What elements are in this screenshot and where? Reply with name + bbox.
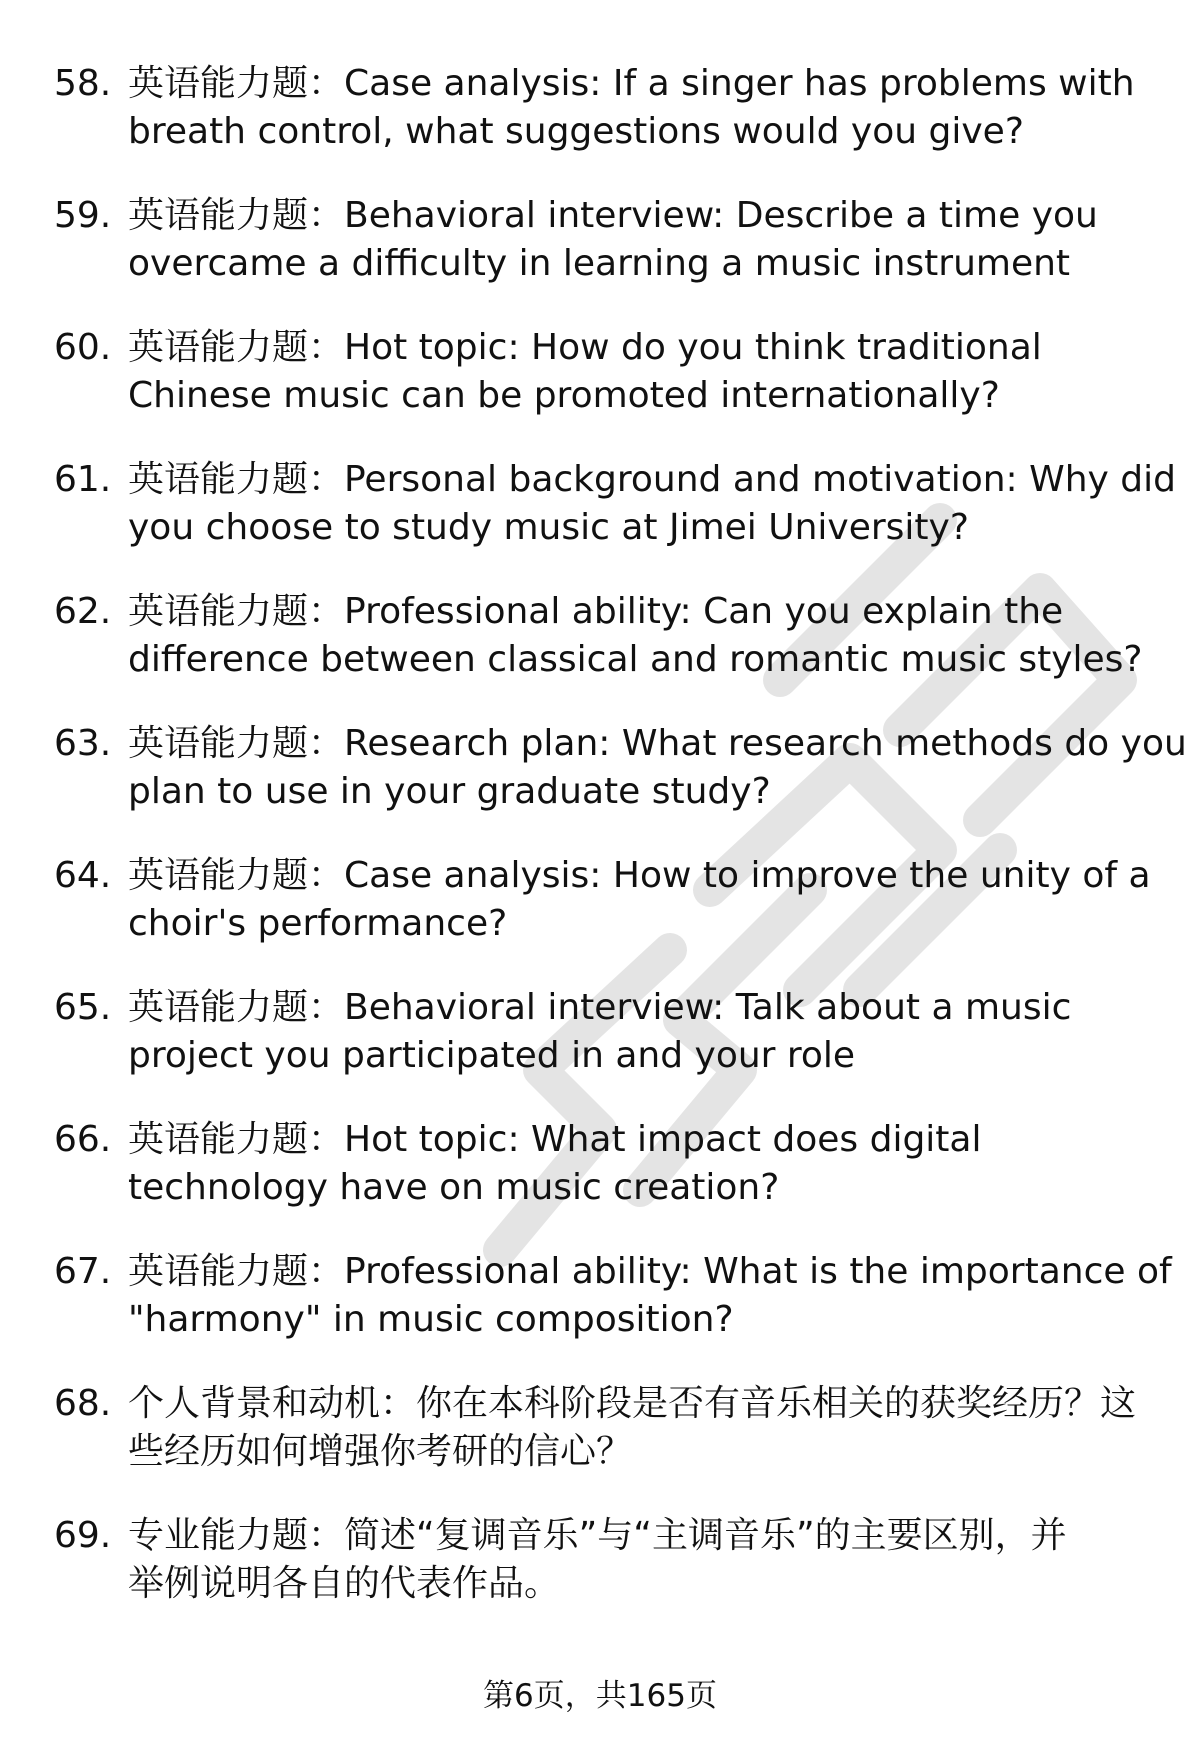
question-list	[0, 60, 1200, 1644]
question-item	[0, 456, 1200, 588]
question-text	[128, 588, 1148, 684]
question-number: 67.	[54, 1251, 112, 1292]
question-line: Chinese music can be promoted internationally?	[128, 375, 1000, 416]
question-line: 英语能力题：Professional ability: Can you explain the	[128, 591, 1064, 632]
page-footer: 第6页，共165页	[483, 1678, 717, 1714]
question-line: project you participated in and your role	[128, 1035, 856, 1076]
question-line: breath control, what suggestions would you give?	[128, 111, 1024, 152]
question-number: 62.	[54, 591, 112, 632]
question-item	[0, 1512, 1200, 1644]
question-text	[128, 852, 1151, 948]
question-line: 英语能力题：Hot topic: How do you think traditional	[128, 327, 1042, 368]
question-number: 65.	[54, 987, 112, 1028]
question-number: 69.	[54, 1515, 112, 1556]
question-text	[128, 456, 1176, 552]
question-line: you choose to study music at Jimei University?	[128, 507, 969, 548]
question-text	[128, 984, 1148, 1080]
question-text	[128, 1380, 1148, 1476]
question-item	[0, 1380, 1200, 1512]
question-line: 英语能力题：Personal background and motivation: Why did	[128, 459, 1176, 500]
question-item	[0, 1116, 1200, 1248]
question-line: "harmony" in music composition?	[128, 1299, 734, 1340]
question-line: 英语能力题：Research plan: What research methods do you	[128, 723, 1187, 764]
question-number: 66.	[54, 1119, 112, 1160]
question-item	[0, 852, 1200, 984]
question-number: 68.	[54, 1383, 112, 1424]
question-item	[0, 720, 1200, 852]
question-text	[128, 1512, 1148, 1608]
question-text	[128, 60, 1148, 156]
question-line: 英语能力题：Behavioral interview: Describe a time you	[128, 195, 1098, 236]
question-item	[0, 1248, 1200, 1380]
question-number: 61.	[54, 459, 112, 500]
question-line: 英语能力题：Case analysis: If a singer has problems with	[128, 63, 1135, 104]
question-line: 专业能力题：简述“复调音乐”与“主调音乐”的主要区别，并	[128, 1515, 1067, 1556]
question-text	[128, 324, 1148, 420]
question-number: 63.	[54, 723, 112, 764]
question-line: technology have on music creation?	[128, 1167, 780, 1208]
question-text	[128, 1248, 1172, 1344]
question-line: 英语能力题：Behavioral interview: Talk about a music	[128, 987, 1072, 1028]
question-line: 个人背景和动机：你在本科阶段是否有音乐相关的获奖经历？这	[128, 1383, 1137, 1424]
question-line: difference between classical and romantic music styles?	[128, 639, 1143, 680]
question-line: plan to use in your graduate study?	[128, 771, 771, 812]
question-item	[0, 324, 1200, 456]
question-number: 59.	[54, 195, 112, 236]
question-number: 64.	[54, 855, 112, 896]
question-text	[128, 1116, 1148, 1212]
question-text	[128, 720, 1187, 816]
question-number: 60.	[54, 327, 112, 368]
question-item	[0, 192, 1200, 324]
question-number: 58.	[54, 63, 112, 104]
question-line: choir's performance?	[128, 903, 508, 944]
question-text	[128, 192, 1148, 288]
question-line: 英语能力题：Hot topic: What impact does digital	[128, 1119, 982, 1160]
question-line: 些经历如何增强你考研的信心？	[128, 1431, 633, 1472]
question-line: 英语能力题：Professional ability: What is the importance of	[128, 1251, 1172, 1292]
question-line: overcame a difficulty in learning a music instrument	[128, 243, 1071, 284]
question-item	[0, 984, 1200, 1116]
question-line: 英语能力题：Case analysis: How to improve the unity of a	[128, 855, 1151, 896]
question-line: 举例说明各自的代表作品。	[128, 1563, 561, 1604]
question-item	[0, 60, 1200, 192]
question-item	[0, 588, 1200, 720]
